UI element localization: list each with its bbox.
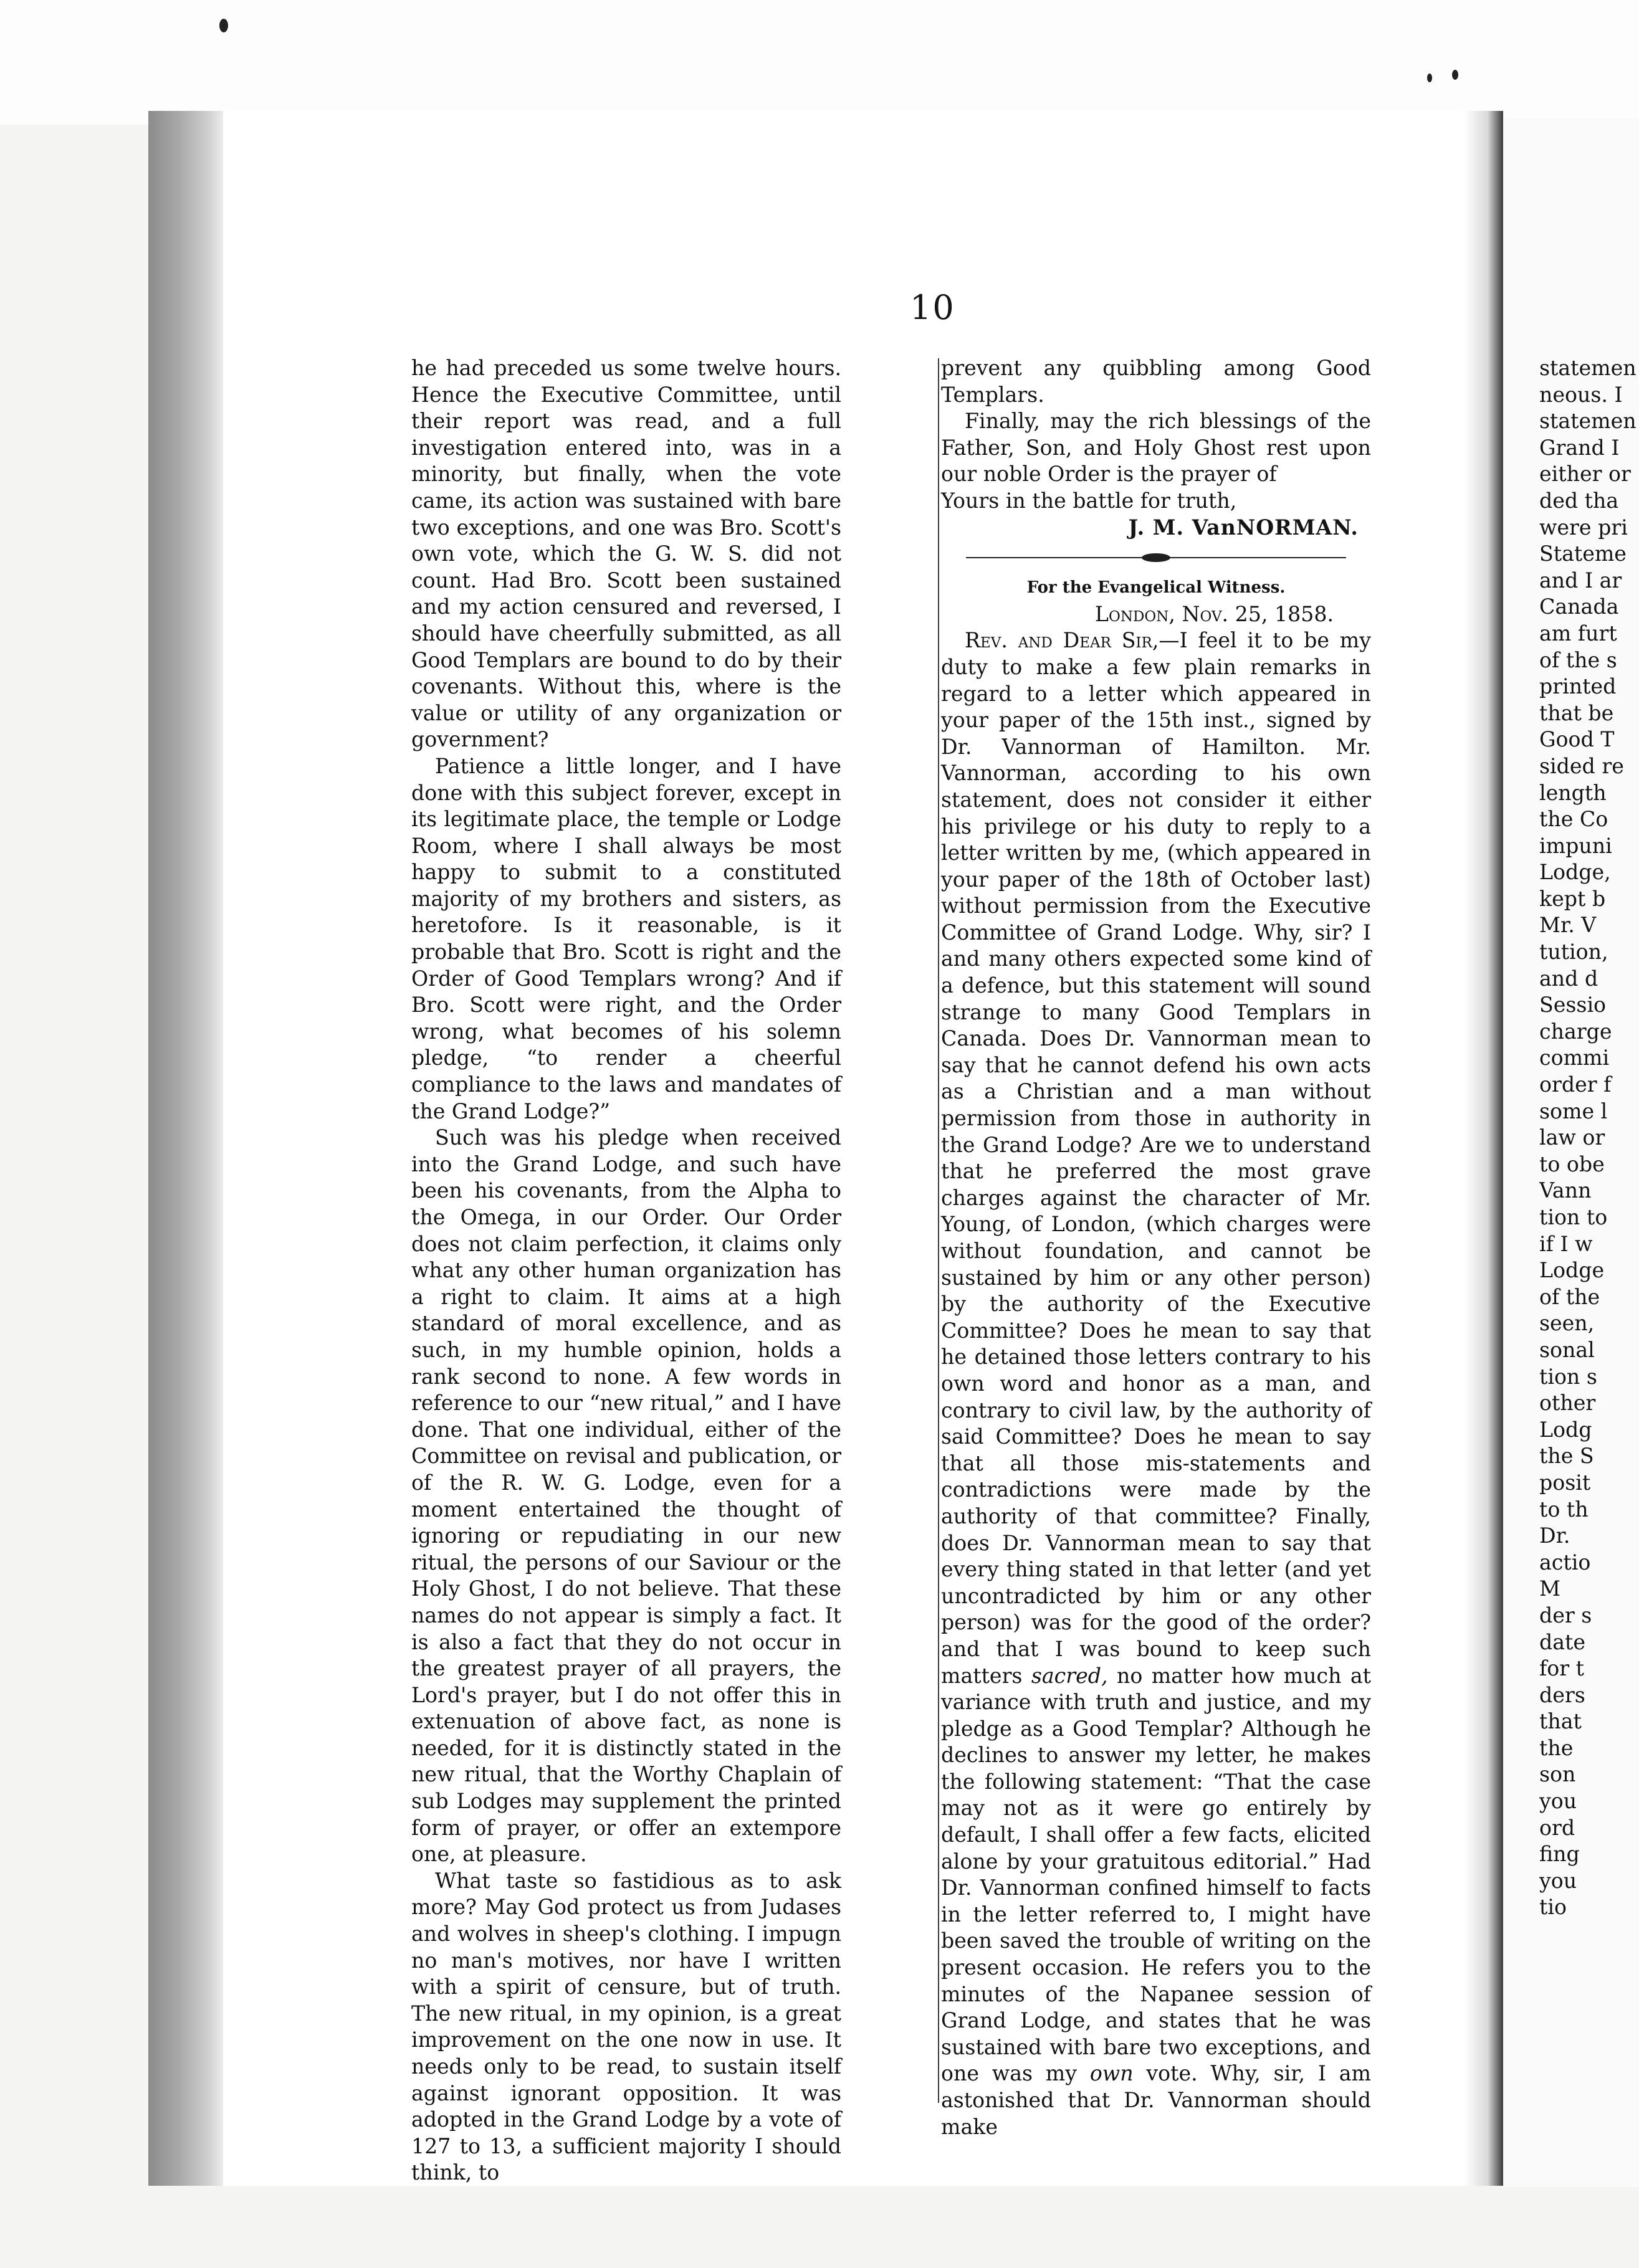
facing-page-line: sided re [1539,753,1624,778]
facing-page-line: other [1539,1391,1596,1416]
facing-page-line: to th [1539,1497,1589,1522]
facing-page-line: ded tha [1539,488,1619,513]
paragraph: Such was his pledge when received into the Grand Lodge, and such have been his covenants, from the Alpha to the Omega, in our Order. Our Order does not claim perfection, it claims only what any other human organization has a right to claim. It aims at a high standard of moral excellence, and as such, in my humble opinion, holds a rank second to none. A few words in reference to our “new ritual,” and I have done. That one individual, either of the Committee on revisal and publication, or of the R. W. G. Lodge, even for a moment entertained the thought of ignoring or repudiating in our new ritual, the persons of our Saviour or the Holy Ghost, I do not believe. That these names do not appear is simply a fact. It is also a fact that they do not occur in the greatest prayer of all prayers, the Lord's prayer, but I do not offer this in extenuation of above fact, as none is needed, for it is distinctly stated in the new ritual, that the Worthy Chaplain of sub Lodges may supplement the printed form of prayer, or offer an extempore one, at pleasure. [411,1125,841,1867]
facing-page-line: Canada [1539,594,1619,619]
salutation: Rev. and Dear Sir, [965,628,1159,653]
facing-page-line: commi [1539,1046,1610,1070]
emphasis: sacred, [1031,1663,1108,1688]
facing-page-line: Grand I [1539,435,1620,460]
facing-page-line: Mr. V [1539,913,1597,938]
letter-body [941,627,1371,2140]
facing-page-line: tion to [1539,1205,1608,1229]
source-line: For the Evangelical Witness. [1026,578,1286,598]
middle-column [941,355,1371,2140]
facing-page-line: Dr. [1539,1523,1570,1548]
page-spine-shadow [148,111,223,2186]
facing-page-line: of the [1539,1284,1600,1309]
scan-speck [1427,74,1432,82]
body-text: no matter how much at variance with truth and justice, and my pledge as a Good Templar? Although he declines to answer my letter, he makes the following statement: “That the case may not as it were go entirely by default, I shall offer a few facts, elicited alone by your gratuitous editorial.” Had Dr. Vannorman confined himself to facts in the letter referred to, I might have been saved the trouble of writing on the present occasion. He refers you to the minutes of the Napanee session of Grand Lodge, and states that he was sustained with bare two exceptions, and one was my [941,1663,1371,2086]
paragraph: he had preceded us some twelve hours. Hence the Executive Committee, until their report was read, and a full investigation entered into, was in a minority, but finally, when the vote came, its action was sustained with bare two exceptions, and one was Bro. Scott's own vote, which the G. W. S. did not count. Had Bro. Scott been sustained and my action censured and reversed, I should have cheerfully submitted, as all Good Templars are bound to do by their covenants. Without this, where is the value or utility of any organization or government? [411,356,841,752]
body-text: —I feel it to be my duty to make a few plain remarks in regard to a letter which appeared in your paper of the 15th inst., signed by Dr. Vannorman of Hamilton. Mr. Vannorman, according to his own statement, does not consider it either his privilege or his duty to reply to a letter written by me, (which appeared in your paper of the 18th of October last) without permission from the Executive Committee of Grand Lodge. Why, sir? I and many others expected some kind of a defence, but this statement will sound strange to many Good Templars in Canada. Does Dr. Vannorman mean to say that he cannot defend his own acts as a Christian and a man without permission from those in authority in the Grand Lodge? Are we to understand that he preferred the most grave charges against the character of Mr. Young, of London, (which charges were without foundation, and cannot be sustained by him or any other person) by the authority of the Executive Committee? Does he mean to say that he detained those letters contrary to his own word and honor as a man, and contrary to civil law, by the authority of said Committee? Does he mean to say that all those mis-statements and contradictions were made by the authority of that committee? Finally, does Dr. Vannorman mean to say that every thing stated in that letter (and yet uncontradicted by him or any other person) was for the good of the order? and that I was bound to keep such matters [941,628,1371,1688]
facing-page-line: statemen [1539,356,1637,380]
facing-page-line: order f [1539,1072,1612,1097]
facing-page-line: charge [1539,1019,1612,1044]
page-edge-shadow [1465,111,1503,2186]
facing-page-line: that [1539,1709,1582,1734]
facing-page-line: and d [1539,966,1598,991]
scan-margin [0,0,1639,125]
facing-page-line: neous. I [1539,382,1623,407]
facing-page-line: law or [1539,1125,1605,1150]
facing-page-line: length [1539,780,1607,805]
facing-page-line: date [1539,1629,1586,1654]
scan-speck [219,19,228,32]
facing-page-line: the Co [1539,807,1608,832]
facing-page-line: statemen [1539,409,1637,434]
facing-page-line: the S [1539,1444,1594,1469]
facing-page-line: Vann [1539,1178,1592,1203]
facing-page-line: ders [1539,1682,1585,1707]
facing-page-line: tution, [1539,940,1608,965]
paragraph: Finally, may the rich blessings of the Father, Son, and Holy Ghost rest upon our noble Order is the prayer of [941,409,1371,487]
facing-page-line: posit [1539,1470,1591,1495]
facing-page-line: seen, [1539,1311,1595,1336]
facing-page-line: kept b [1539,886,1606,911]
closing-line: Yours in the battle for truth, [941,488,1237,513]
facing-page-line: Lodge, [1539,860,1611,885]
facing-page-line: impuni [1539,833,1612,858]
facing-page-line: the [1539,1735,1574,1760]
facing-page-line: der s [1539,1603,1592,1627]
facing-page-line: printed [1539,674,1617,699]
facing-page-line: for t [1539,1656,1585,1681]
facing-page-line: M [1539,1576,1560,1601]
dateline: London, Nov. 25, 1858. [1094,601,1334,626]
page-number: 10 [910,288,955,327]
facing-page-line: and I ar [1539,568,1622,593]
facing-page-line: actio [1539,1550,1591,1575]
facing-page-line: sonal [1539,1337,1595,1362]
left-column [411,355,841,2186]
facing-page-line: you [1539,1868,1577,1893]
facing-page-column [1539,355,1639,1921]
facing-page-line: tio [1539,1895,1567,1920]
facing-page-line: you [1539,1789,1577,1814]
section-divider [966,557,1346,558]
facing-page-line: Lodge [1539,1258,1605,1283]
facing-page-line: of the s [1539,647,1617,672]
body-text: vote. Why, sir, I am astonished that Dr. Vannorman should make [941,2061,1371,2139]
paragraph: Patience a little longer, and I have done with this subject forever, except in its legitimate place, the temple or Lodge Room, where I shall always be most happy to submit to a constituted majority of my brothers and sisters, as heretofore. Is it reasonable, is it probable that Bro. Scott is right and the Order of Good Templars wrong? And if Bro. Scott were right, and the Order wrong, what becomes of his solemn pledge, “to render a cheerful compliance to the laws and mandates of the Grand Lodge?” [411,753,841,1123]
facing-page-line: Stateme [1539,541,1627,566]
facing-page-line: fing [1539,1842,1580,1867]
facing-page-line: Sessio [1539,993,1607,1017]
facing-page-line: ord [1539,1815,1575,1840]
emphasis: own [1089,2061,1134,2086]
paragraph: prevent any quibbling among Good Templars. [941,356,1371,407]
facing-page-line: that be [1539,700,1614,725]
facing-page-line: some l [1539,1098,1608,1123]
facing-page-line: to obe [1539,1151,1605,1176]
paragraph: What taste so fastidious as to ask more? May God protect us from Judases and wolves in sheep's clothing. I impugn no man's motives, nor have I written with a spirit of censure, but of truth. The new ritual, in my opinion, is a great improvement on the one now in use. It needs only to be read, to sustain itself against ignorant opposition. It was adopted in the Grand Lodge by a vote of 127 to 13, a sufficient majority I should think, to [411,1868,841,2185]
signature: J. M. VanNORMAN. [1128,515,1359,540]
column-rule [938,358,939,2103]
facing-page-line: if I w [1539,1231,1593,1256]
scan-speck [1452,70,1458,80]
facing-page-line: either or [1539,462,1631,487]
facing-page-line: tion s [1539,1364,1597,1389]
facing-page-line: Good T [1539,727,1615,752]
facing-page-line: Lodg [1539,1417,1592,1442]
facing-page-line: were pri [1539,515,1628,540]
facing-page-line: son [1539,1762,1576,1787]
facing-page-line: am furt [1539,621,1617,646]
